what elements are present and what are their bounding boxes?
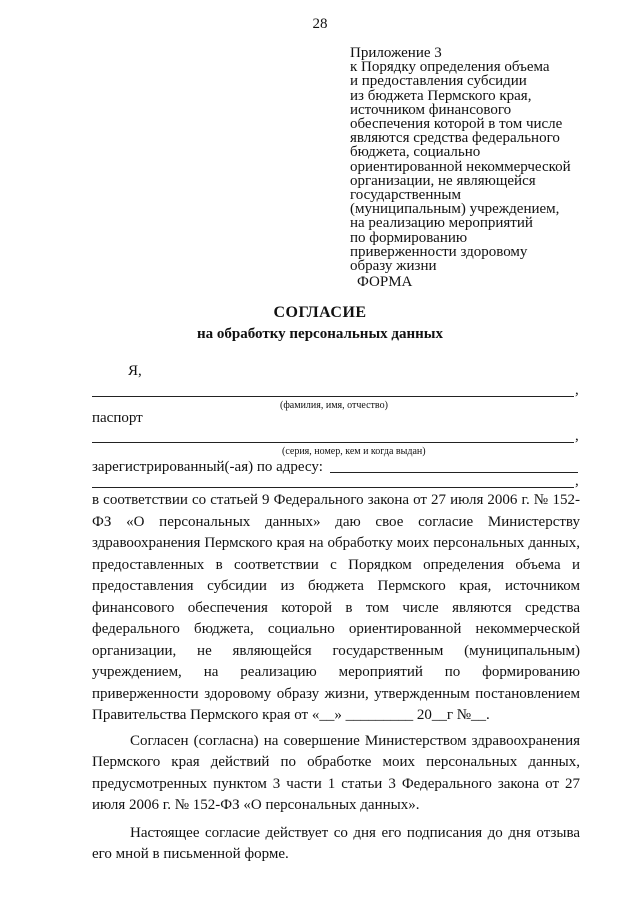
document-subtitle: на обработку персональных данных: [197, 326, 443, 342]
appendix-line: ориентированной некоммерческой: [350, 158, 571, 175]
passport-field-line[interactable]: [92, 442, 574, 443]
appendix-line: государственным: [350, 187, 461, 204]
address-field-line-2[interactable]: [92, 487, 574, 488]
appendix-line: обеспечения которой в том числе: [350, 116, 563, 133]
form-label: ФОРМА: [357, 274, 413, 290]
fio-comma: ,: [575, 382, 579, 398]
appendix-line: приверженности здоровому: [350, 243, 528, 260]
appendix-line: организации, не являющейся: [350, 172, 536, 189]
appendix-line: источником финансового: [350, 101, 512, 118]
document-title: СОГЛАСИЕ: [273, 304, 367, 321]
appendix-line: образу жизни: [350, 258, 437, 275]
consent-paragraph: Настоящее согласие действует со дня его подписания до дня отзыва его мной в письменной форме.: [92, 824, 580, 862]
fio-field-line[interactable]: [92, 396, 574, 397]
appendix-line: Приложение 3: [350, 45, 442, 61]
passport-comma: ,: [575, 428, 579, 444]
appendix-line: являются средства федерального: [350, 130, 560, 147]
consent-paragraph: Согласен (согласна) на совершение Министерством здравоохранения Пермского края действий по обработке моих персональных данных, предусмотренных пунктом 3 части 1 статьи 3 Федерального закона от 27 июля 2006 г. № 152-ФЗ «О персональных данных».: [92, 732, 580, 813]
appendix-line: к Порядку определения объема: [350, 59, 550, 76]
fio-hint: (фамилия, имя, отчество): [280, 400, 388, 411]
appendix-line: на реализацию мероприятий: [350, 215, 533, 232]
address-label: зарегистрированный(-ая) по адресу:: [92, 459, 323, 475]
passport-hint: (серия, номер, кем и когда выдан): [282, 446, 426, 457]
appendix-line: из бюджета Пермского края,: [350, 87, 532, 104]
appendix-line: бюджета, социально: [350, 144, 481, 161]
address-field-line[interactable]: [330, 472, 578, 473]
passport-label: паспорт: [92, 410, 143, 426]
consent-paragraph: в соответствии со статьей 9 Федерального закона от 27 июля 2006 г. № 152-ФЗ «О персональных данных» даю свое согласие Министерству здравоохранения Пермского края на обработку моих персональных данных, предоставленных в соответствии с Порядком определения объема и предоставления субсидии из бюджета Пермского края, источником финансового обеспечения которой в том числе являются средства федерального бюджета, социально ориентированной некоммерческой организации, не являющейся государственным (муниципальным) учреждением, на реализацию мероприятий по формированию приверженности здоровому образу жизни, утвержденным постановлением Правительства Пермского края от «__» _________ 20__г №__.: [92, 492, 580, 723]
address-comma: ,: [575, 473, 579, 489]
consent-body: [92, 490, 580, 866]
page-number: 28: [312, 16, 328, 32]
appendix-line: по формированию: [350, 229, 468, 246]
ya-label: Я,: [128, 363, 142, 379]
appendix-line: и предоставления субсидии: [350, 73, 527, 90]
appendix-block: [350, 46, 600, 273]
appendix-line: (муниципальным) учреждением,: [350, 201, 560, 218]
